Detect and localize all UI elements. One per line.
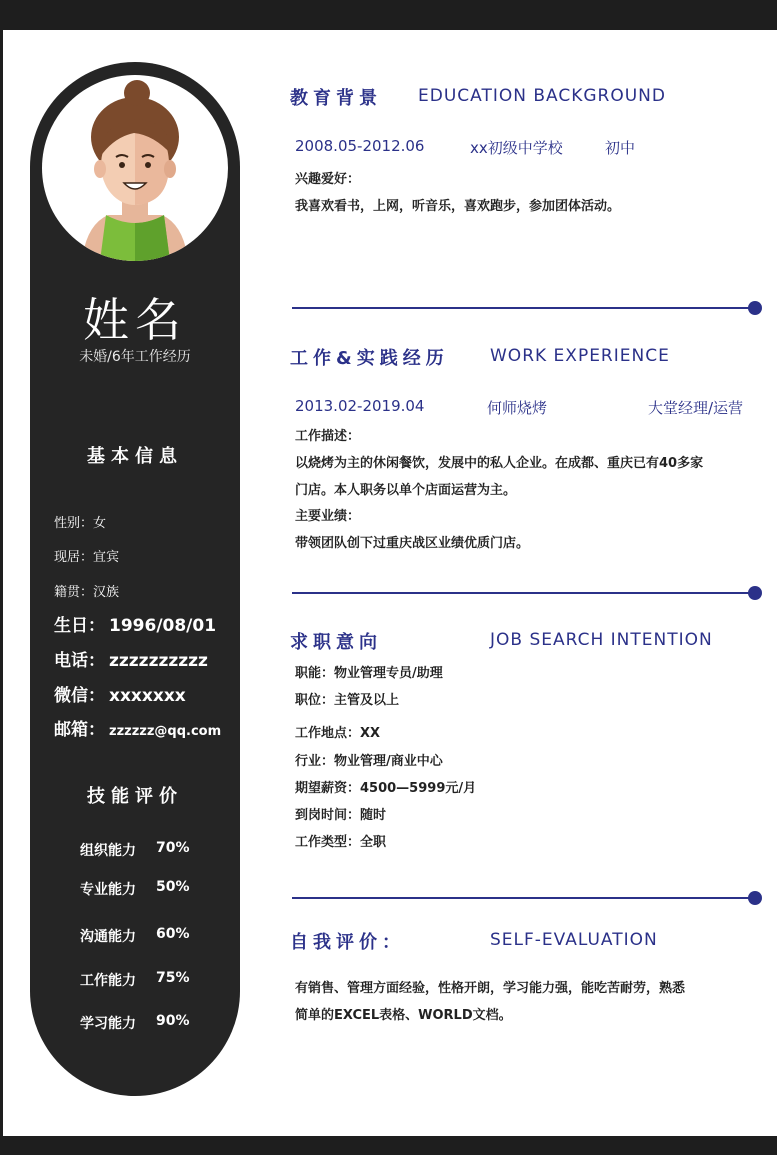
gender-row bbox=[54, 512, 106, 531]
intention-item: 到岗时间：随时 bbox=[295, 808, 387, 823]
skill-level: 60% bbox=[156, 926, 190, 942]
work-heading bbox=[290, 344, 670, 370]
skill-row bbox=[80, 970, 190, 990]
email-value: zzzzzz@qq.com bbox=[109, 724, 222, 739]
origin-label: 籍贯： bbox=[54, 585, 94, 600]
achievement-text: 带领团队创下过重庆战区业绩优质门店。 bbox=[295, 536, 530, 551]
section-divider bbox=[292, 897, 750, 899]
skill-name: 学习能力 bbox=[80, 1016, 136, 1032]
wechat-label: 微信： bbox=[54, 686, 105, 706]
email-row bbox=[54, 715, 221, 740]
hobby-label: 兴趣爱好： bbox=[295, 172, 361, 187]
basic-info-heading: 基本信息 bbox=[87, 446, 183, 467]
education-school: xx初级中学校 bbox=[470, 139, 563, 157]
phone-value: zzzzzzzzzz bbox=[109, 651, 208, 671]
achievement-label: 主要业绩： bbox=[295, 509, 361, 524]
work-company: 何师烧烤 bbox=[487, 399, 548, 417]
origin-row bbox=[54, 581, 119, 600]
phone-row bbox=[54, 646, 208, 671]
section-divider bbox=[292, 307, 750, 309]
intention-title-en: JOB SEARCH INTENTION bbox=[490, 630, 713, 650]
birthday-row bbox=[54, 611, 216, 636]
work-desc-line: 以烧烤为主的休闲餐饮，发展中的私人企业。在成都、重庆已有40多家 bbox=[295, 456, 704, 471]
skill-level: 70% bbox=[156, 840, 190, 856]
avatar-illustration-icon bbox=[42, 75, 228, 261]
top-border bbox=[0, 0, 777, 30]
email-label: 邮箱： bbox=[54, 720, 105, 740]
divider-dot-icon bbox=[748, 586, 762, 600]
skill-name: 工作能力 bbox=[80, 973, 136, 989]
education-level: 初中 bbox=[605, 139, 636, 157]
divider-dot-icon bbox=[748, 891, 762, 905]
avatar bbox=[42, 75, 228, 261]
birthday-label: 生日： bbox=[54, 616, 105, 636]
skill-row bbox=[80, 840, 190, 860]
work-desc-label: 工作描述： bbox=[295, 429, 361, 444]
intention-item: 工作类型：全职 bbox=[295, 835, 387, 850]
self-eval-heading bbox=[290, 928, 658, 954]
origin-value: 汉族 bbox=[93, 585, 120, 600]
skill-row bbox=[80, 926, 190, 946]
wechat-row bbox=[54, 681, 186, 706]
education-title-cn: 教育背景 bbox=[290, 88, 382, 109]
skill-name: 沟通能力 bbox=[80, 929, 136, 945]
self-eval-line: 有销售、管理方面经验，性格开朗，学习能力强，能吃苦耐劳，熟悉 bbox=[295, 981, 686, 996]
intention-item: 职位：主管及以上 bbox=[295, 693, 400, 708]
candidate-name: 姓名 bbox=[83, 293, 187, 347]
skills-heading: 技能评价 bbox=[87, 786, 183, 807]
skill-level: 50% bbox=[156, 879, 190, 895]
birthday-value: 1996/08/01 bbox=[109, 616, 217, 636]
education-period: 2008.05-2012.06 bbox=[295, 137, 425, 155]
education-heading bbox=[290, 84, 666, 110]
bottom-border bbox=[0, 1136, 777, 1155]
intention-item: 职能：物业管理专员/助理 bbox=[295, 666, 443, 681]
residence-row bbox=[54, 546, 119, 565]
work-title-en: WORK EXPERIENCE bbox=[490, 346, 670, 366]
skill-row bbox=[80, 1013, 190, 1033]
work-title-cn: 工作&实践经历 bbox=[290, 348, 449, 369]
skill-level: 90% bbox=[156, 1013, 190, 1029]
sidebar bbox=[30, 62, 240, 1096]
skill-name: 组织能力 bbox=[80, 843, 136, 859]
work-desc-line: 门店。本人职务以单个店面运营为主。 bbox=[295, 483, 517, 498]
wechat-value: xxxxxxx bbox=[109, 686, 186, 706]
residence-value: 宜宾 bbox=[93, 550, 120, 565]
candidate-subtitle: 未婚/6年工作经历 bbox=[79, 349, 191, 365]
skill-name: 专业能力 bbox=[80, 882, 136, 898]
intention-item: 工作地点：XX bbox=[295, 726, 381, 741]
intention-heading bbox=[290, 628, 713, 654]
self-eval-title-en: SELF-EVALUATION bbox=[490, 930, 658, 950]
divider-dot-icon bbox=[748, 301, 762, 315]
work-position: 大堂经理/运营 bbox=[648, 399, 744, 417]
education-title-en: EDUCATION BACKGROUND bbox=[418, 86, 666, 106]
self-eval-line: 简单的EXCEL表格、WORLD文档。 bbox=[295, 1008, 512, 1023]
gender-label: 性别： bbox=[54, 516, 94, 531]
work-period: 2013.02-2019.04 bbox=[295, 397, 425, 415]
phone-label: 电话： bbox=[54, 651, 105, 671]
intention-title-cn: 求职意向 bbox=[290, 632, 382, 653]
intention-item: 期望薪资：4500—5999元/月 bbox=[295, 781, 477, 796]
hobby-text: 我喜欢看书，上网，听音乐，喜欢跑步，参加团体活动。 bbox=[295, 199, 621, 214]
skill-row bbox=[80, 879, 190, 899]
section-divider bbox=[292, 592, 750, 594]
intention-item: 行业：物业管理/商业中心 bbox=[295, 754, 443, 769]
gender-value: 女 bbox=[93, 516, 107, 531]
self-eval-title-cn: 自我评价： bbox=[290, 932, 405, 953]
residence-label: 现居： bbox=[54, 550, 94, 565]
skill-level: 75% bbox=[156, 970, 190, 986]
